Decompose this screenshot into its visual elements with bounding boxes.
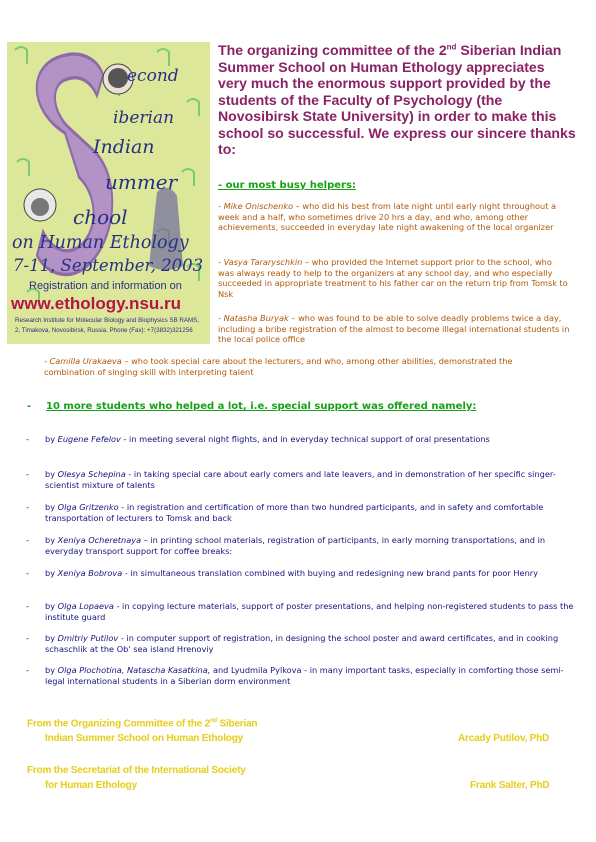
poster-title-siberian: iberian [113, 108, 175, 128]
student-prefix: by [45, 434, 58, 444]
secretariat-line: From the Secretariat of the International Society [27, 765, 246, 776]
poster-title-summer: ummer [105, 170, 178, 194]
signature-text: Siberian [216, 718, 258, 730]
student-name: Dmitriy Putilov [57, 633, 119, 643]
heading-text: The organizing committee of the 2 [218, 42, 447, 58]
heading-text: Siberian Indian Summer School on Human Ethology appreciates very much the enormous support provided by the students of the Faculty of Psychology (the Novosibirsk State University) in order to make this school so successful. We express our sincere thanks to: [218, 42, 576, 157]
helper-paragraph: - Mike Onischenko – who did his best from late night until early night throughout a week and a half, who sometimes drive 20 hrs a day, and who, among other achievements, succeeded in everyday late night awakening of the local organizer [218, 201, 557, 233]
student-name: Eugene Fefelov [57, 434, 121, 444]
student-contribution: – in printing school materials, registration of participants, in early morning transportations, and in everyday transport support for coffee breaks: [45, 535, 546, 556]
student-contribution: - in computer support of registration, in designing the school poster and award certificates, and in cooking schaschlik at the Ob' sea island Hrenoviy [45, 633, 559, 654]
helper-description: – who took special care about the lecturers, and who, among other abilities, demonstrated the combination of singing skill with interpreting talent [44, 356, 513, 377]
student-contribution: - in registration and certification of more than two hundred participants, and in safety and comfortable transportation of lecturers to Tomsk and back [45, 502, 544, 523]
helper-paragraph: - Camilla Urakaeva – who took special care about the lecturers, and who, among other abilities, demonstrated the combination of singing skill with interpreting talent [44, 356, 513, 377]
student-prefix: by [45, 633, 58, 643]
helper-description: – who did his best from late night until early night throughout a week and a half, who sometimes drive 20 hrs a day, and who, among other achievements, succeeded in everyday late night awakening of the local organizer [218, 201, 557, 233]
helper-description: – who was found to be able to solve deadly problems twice a day, including a bribe registration of the almost to become illegal international students in the local police office [218, 313, 570, 345]
heading-superscript: nd [446, 42, 457, 52]
student-name: Xeniya Ocheretnaya [57, 535, 142, 545]
poster-registration: Registration and information on [29, 280, 182, 292]
helper-name: Camilla Urakaeva [49, 356, 122, 366]
signature-text: From the Organizing Committee of the 2 [27, 718, 210, 730]
poster-event-name: on Human Ethology [12, 233, 189, 253]
more-students-title-text: 10 more students who helped a lot, i.e. special support was offered namely: [46, 401, 477, 412]
student-prefix: by [45, 469, 58, 479]
poster-dates: 7-11, September, 2003 [13, 256, 204, 275]
helper-description: – who provided the Internet support prior to the school, who was always ready to help to the organizers at any school day, and who especially succeeded in appropriate treatment to his father car on the return trip from Tomsk to Nsk [218, 257, 568, 300]
poster-institute-line: Research Institute for Molecular Biology and Biophysics SB RAMS, [15, 317, 199, 324]
student-prefix: by [45, 568, 58, 578]
helper-name: Vasya Tararyschkin [223, 257, 303, 267]
student-contribution: - in taking special care about early comers and late leavers, and in demonstration of her specific singer-scientist mixture of talents [45, 469, 556, 490]
more-students-title: - 10 more students who helped a lot, i.e. special support was offered namely: [27, 401, 477, 412]
society-name-line: for Human Ethology [45, 780, 137, 791]
student-name: Olga Lopaeva [57, 601, 114, 611]
poster-institute-line: 2, Timakova, Novosibirsk, Russia. Phone (Fax): +7(3832)321256 [15, 327, 193, 334]
helper-paragraph: - Vasya Tararyschkin – who provided the Internet support prior to the school, who was always ready to help to the organizers at any school day, and who especially succeeded in appropriate treatment to his father car on the return trip from Tomsk to Nsk [218, 257, 568, 300]
organizing-committee-line [27, 718, 257, 729]
student-name: Olga Gritzenko [57, 502, 119, 512]
student-name: Xeniya Bobrova [57, 568, 123, 578]
school-name-line: Indian Summer School on Human Ethology [45, 733, 243, 744]
busy-helpers-title: - our most busy helpers: [218, 180, 356, 191]
school-poster-image [7, 42, 210, 344]
poster-title-second: econd [127, 66, 179, 86]
signer-frank-salter: Frank Salter, PhD [470, 780, 550, 791]
student-contribution: - in simultaneous translation combined with buying and redesigning new brand pants for poor Henry [122, 568, 538, 578]
thanks-heading [218, 42, 576, 158]
student-prefix: by [45, 601, 58, 611]
student-contribution: and Lyudmila Pylkova - in many important tasks, especially in comforting those semi-legal international students in a Siberian dorm environment [45, 665, 564, 686]
helper-name: Natasha Buryak [223, 313, 289, 323]
poster-title-indian: Indian [93, 136, 155, 158]
student-prefix: by [45, 535, 58, 545]
helper-paragraph: - Natasha Buryak – who was found to be able to solve deadly problems twice a day, including a bribe registration of the almost to become illegal international students in the local police office [218, 313, 570, 345]
signer-arcady-putilov: Arcady Putilov, PhD [458, 733, 550, 744]
student-name: Olga Plochotina, Natascha Kasatkina, [57, 665, 211, 675]
student-prefix: by [45, 665, 58, 675]
student-contribution: - in copying lecture materials, support of poster presentations, and helping non-registered students to pass the institute guard [45, 601, 574, 622]
poster-website: www.ethology.nsu.ru [11, 294, 181, 313]
student-prefix: by [45, 502, 58, 512]
student-name: Olesya Schepina [57, 469, 126, 479]
student-contribution: - in meeting several night flights, and in everyday technical support of oral presentations [120, 434, 490, 444]
helper-name: Mike Onischenko [223, 201, 294, 211]
poster-title-school: chool [73, 205, 128, 229]
signature-superscript: nd [209, 718, 217, 724]
